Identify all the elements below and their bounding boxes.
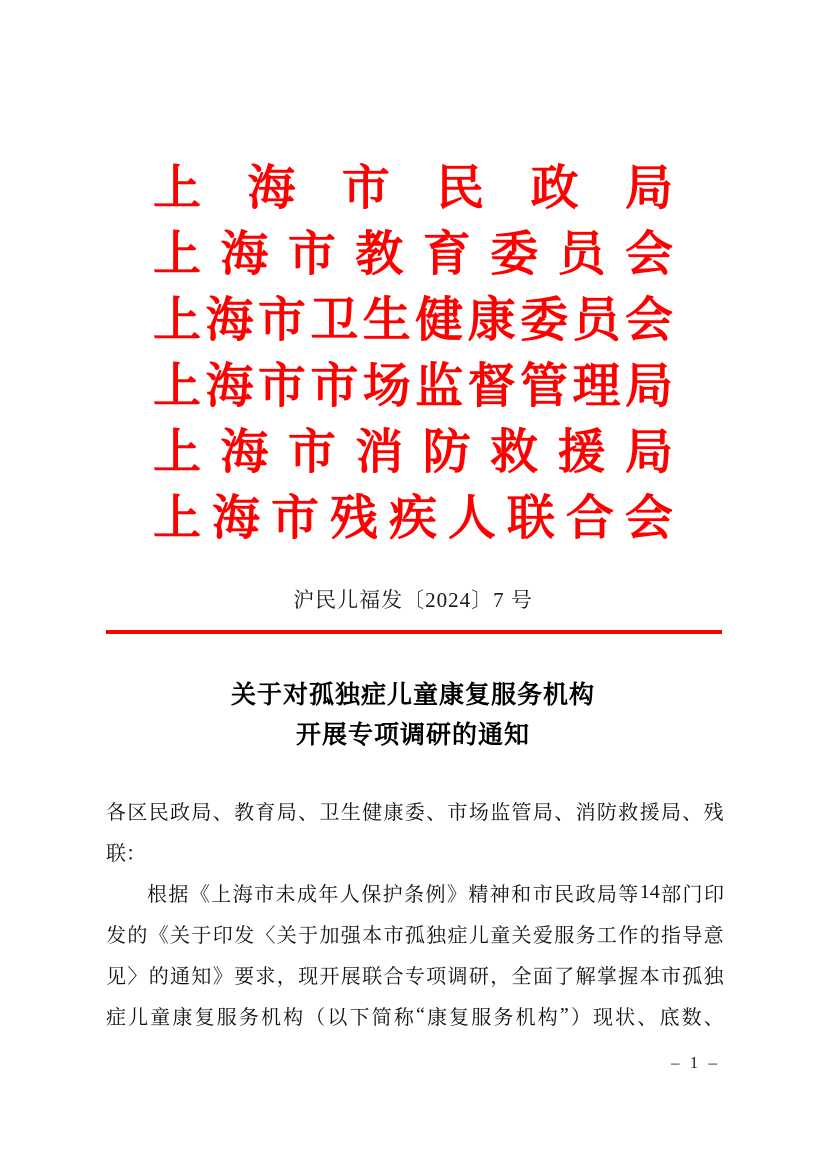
body-line: 症 儿 童 康 复 服 务 机 构 （ 以 下 简 称 “ 康 复 服 务 机 构 ” ） 现 状 、 底 数 、	[106, 1004, 724, 1029]
agency-name-line: 上 海 市 市 场 监 督 管 理 局	[153, 359, 673, 413]
doc-number: 沪民儿福发〔2024〕7 号	[293, 588, 533, 612]
document-title	[0, 676, 826, 756]
page-number: – 1 –	[671, 1053, 720, 1072]
body-line: 各 区 民 政 局 、 教 育 局 、 卫 生 健 康 委 、 市 场 监 管 局 、 消 防 救 援 局 、 残	[106, 802, 724, 824]
agency-name-line: 上 海 市 消 防 救 援 局	[153, 425, 673, 479]
red-divider-line	[106, 630, 722, 634]
document-title-line: 关于对孤独症儿童康复服务机构	[230, 682, 595, 709]
agency-name-line: 上 海 市 民 政 局	[153, 161, 673, 215]
document-title-line: 开展专项调研的通知	[295, 722, 530, 749]
body-text	[106, 790, 724, 1036]
body-line: 根 据 《 上 海 市 未 成 年 人 保 护 条 例 》 精 神 和 市 民 政 局 等 14 部 门 印	[147, 881, 724, 906]
agency-name-line: 上 海 市 教 育 委 员 会	[153, 227, 673, 281]
body-line: 见 〉 的 通 知 》 要 求 ， 现 开 展 联 合 专 项 调 研 ， 全 面 了 解 掌 握 本 市 孤 独	[106, 966, 724, 988]
body-line: 联：	[106, 843, 146, 865]
body-line: 发 的 《 关 于 印 发 〈 关 于 加 强 本 市 孤 独 症 儿 童 关 爱 服 务 工 作 的 指 导 意	[106, 925, 724, 947]
agency-name-line: 上 海 市 卫 生 健 康 委 员 会	[153, 293, 673, 347]
agency-name-line: 上 海 市 残 疾 人 联 合 会	[153, 491, 673, 545]
red-header-agencies	[153, 150, 673, 546]
